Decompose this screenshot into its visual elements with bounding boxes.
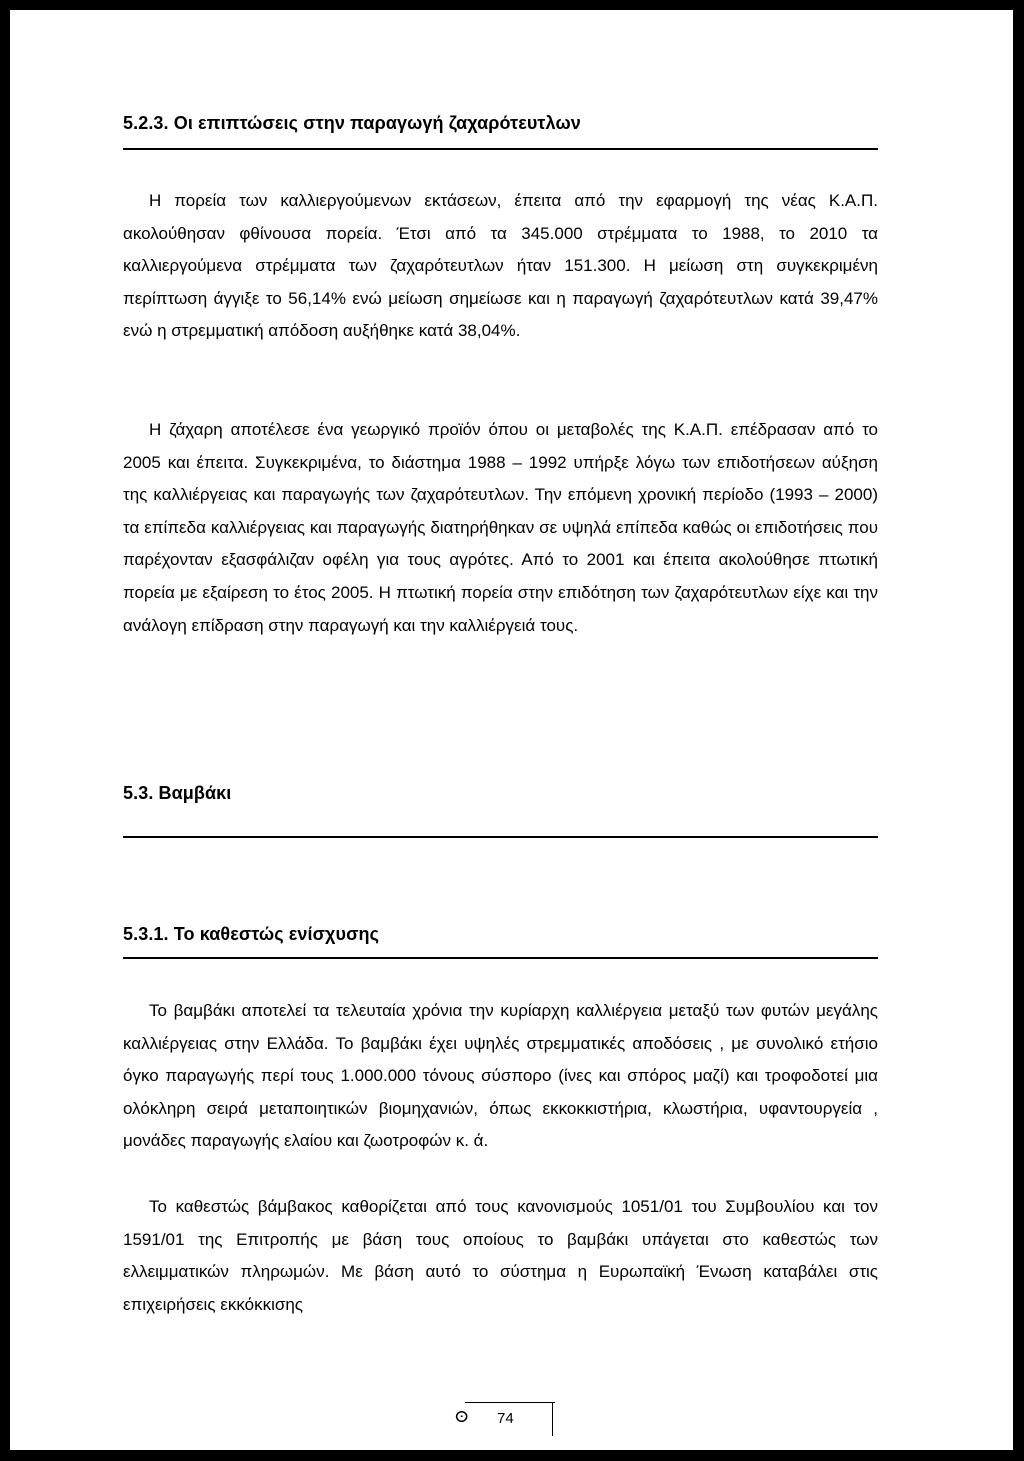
paragraph bbox=[123, 1191, 878, 1321]
page-number-text: 74 bbox=[497, 1410, 514, 1427]
paragraph-text: Το βαμβάκι αποτελεί τα τελευταία χρόνια την κυρίαρχη καλλιέργεια μεταξύ των φυτών μεγάλης καλλιέργειας στην Ελλάδα. Το βαμβάκι έχει υψηλές στρεμματικές αποδόσεις , με συνολικό ετήσιο όγκο παραγωγής περί τους 1.000.000 τόνους σύσπορο (ίνες και σπόρος μαζί) και τροφοδοτεί μια ολόκληρη σειρά μεταποιητικών βιομηχανιών, όπως εκκοκκιστήρια, κλωστήρια, υφαντουργεία , μονάδες παραγωγής ελαίου και ζωοτροφών κ. ά. bbox=[123, 1001, 878, 1151]
heading-rule bbox=[123, 148, 878, 150]
paragraph bbox=[123, 185, 878, 348]
paragraph bbox=[123, 995, 878, 1158]
section-523-title: 5.2.3. Οι επιπτώσεις στην παραγωγή ζαχαρότευτλων bbox=[123, 113, 581, 133]
page-number bbox=[455, 1394, 560, 1440]
page-mark-icon: ⵙ bbox=[455, 1409, 469, 1426]
document-page bbox=[10, 10, 1013, 1450]
page-number-line bbox=[552, 1402, 553, 1436]
paragraph-text: Το καθεστώς βάμβακος καθορίζεται από τους κανονισμούς 1051/01 του Συμβουλίου και τον 1591/01 της Επιτροπής με βάση τους οποίους το βαμβάκι υπάγεται στο καθεστώς των ελλειμματικών πληρωμών. Με βάση αυτό το σύστημα η Ευρωπαϊκή Ένωση καταβάλει στις επιχειρήσεις εκκόκκισης bbox=[123, 1197, 878, 1314]
paragraph bbox=[123, 414, 878, 642]
heading-rule bbox=[123, 836, 878, 838]
section-531-title: 5.3.1. Το καθεστώς ενίσχυσης bbox=[123, 924, 380, 944]
heading-rule bbox=[123, 957, 878, 959]
paragraph-text: Η ζάχαρη αποτέλεσε ένα γεωργικό προϊόν όπου οι μεταβολές της Κ.Α.Π. επέδρασαν από το 2005 και έπειτα. Συγκεκριμένα, το διάστημα 1988 – 1992 υπήρξε λόγω των επιδοτήσεων αύξηση της καλλιέργειας και παραγωγής των ζαχαρότευτλων. Την επόμενη χρονική περίοδο (1993 – 2000) τα επίπεδα καλλιέργειας και παραγωγής διατηρήθηκαν σε υψηλά επίπεδα καθώς οι επιδοτήσεις που παρέχονταν εξασφάλιζαν οφέλη για τους αγρότες. Από το 2001 και έπειτα ακολούθησε πτωτική πορεία με εξαίρεση το έτος 2005. Η πτωτική πορεία στην επιδότηση των ζαχαρότευτλων είχε και την ανάλογη επίδραση στην παραγωγή και την καλλιέργειά τους. bbox=[123, 420, 878, 635]
paragraph-text: Η πορεία των καλλιεργούμενων εκτάσεων, έπειτα από την εφαρμογή της νέας Κ.Α.Π. ακολούθησαν φθίνουσα πορεία. Έτσι από τα 345.000 στρέμματα το 1988, το 2010 τα καλλιεργούμενα στρέμματα των ζαχαρότευτλων ήταν 151.300. Η μείωση στη συγκεκριμένη περίπτωση άγγιξε το 56,14% ενώ μείωση σημείωσε και η παραγωγή ζαχαρότευτλων κατά 39,47% ενώ η στρεμματική απόδοση αυξήθηκε κατά 38,04%. bbox=[123, 191, 878, 341]
page-number-line bbox=[465, 1402, 555, 1403]
section-53-title: 5.3. Βαμβάκι bbox=[123, 783, 232, 803]
